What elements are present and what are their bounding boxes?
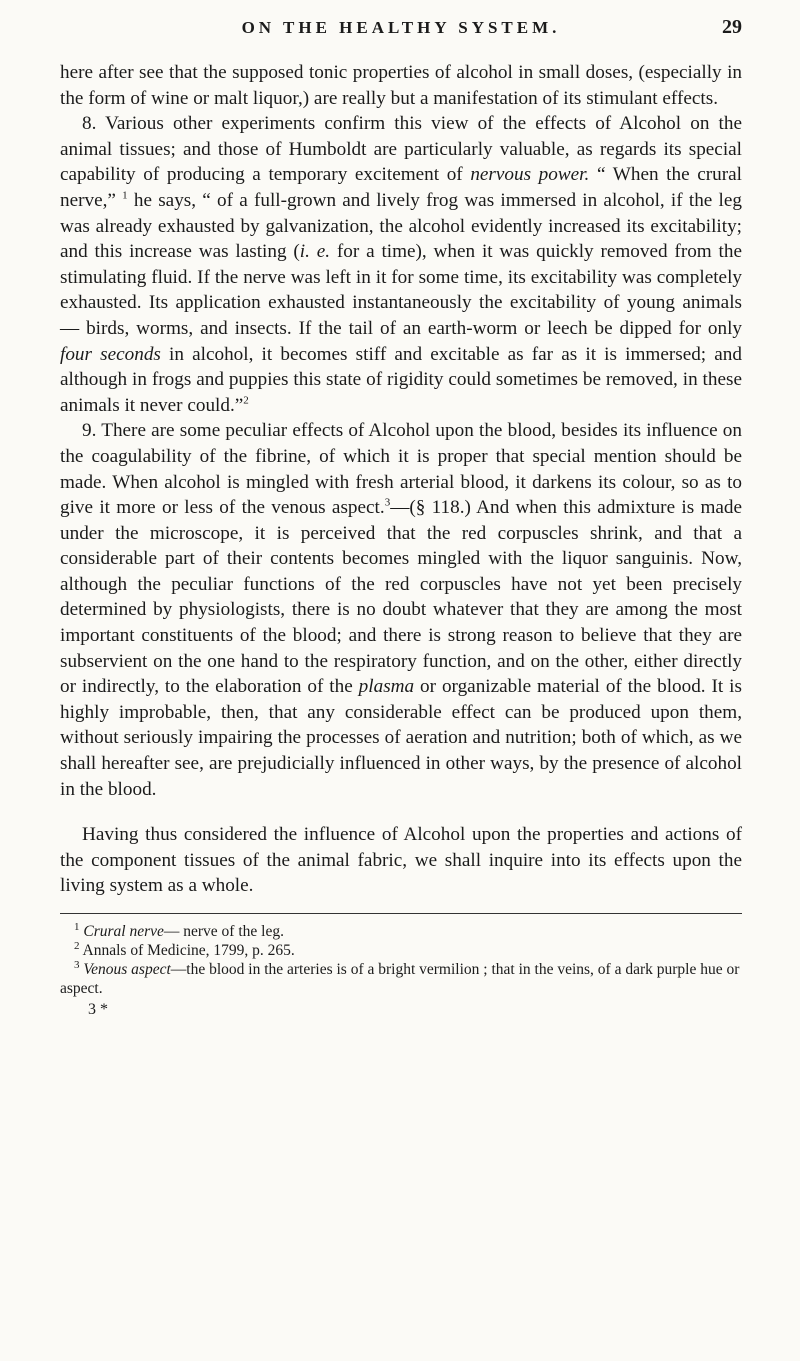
signature-mark: 3 *	[88, 1001, 108, 1018]
p8-text-d: for a time), when it was quickly removed from the stimulating fluid. If the nerve was left in it for some time, its excitability was completely exhausted. Its application exhausted instantaneously the excitability of young animals — birds, worms, and insects. If the tail of an earth-worm or leech be dipped for only	[60, 241, 742, 339]
p8-emphasis-ie: i. e.	[299, 241, 331, 263]
footnote-term: Venous aspect	[83, 961, 171, 978]
footnote-mark: 1	[74, 920, 80, 933]
p9-text-c: or organizable material of the blood. It is highly improbable, then, that any considerable effect can be produced upon them, without seriously impairing the processes of aeration and nutrition; both of which, as we shall hereafter see, are prejudicially influenced in other ways, by the presence of alcohol in the blood.	[60, 676, 742, 800]
footnote-ref-1: 1	[122, 189, 128, 202]
footnote-rule	[60, 913, 742, 914]
footnote-1	[60, 922, 742, 941]
paragraph-8	[60, 111, 742, 418]
p9-text-b: —(§ 118.) And when this admixture is made under the microscope, it is perceived that the red corpuscles shrink, and that a considerable part of their contents becomes mingled with the liquor sanguinis. Now, although the peculiar functions of the red corpuscles have not yet been precisely determined by physiologists, there is no doubt whatever that they are among the most important constituents of the blood; and there is strong reason to believe that they are subservient on the one hand to the respiratory function, and on the other, either directly or indirectly, to the elaboration of the	[60, 497, 743, 698]
p8-text-e: in alcohol, it becomes stiff and excitable as far as it is immersed; and although in frogs and puppies this state of rigidity could sometimes be removed, in these animals it never could.”	[60, 343, 742, 416]
footnote-ref-3: 3	[384, 496, 391, 509]
page-header	[60, 0, 742, 60]
body-text	[60, 60, 742, 899]
footnote-mark: 2	[74, 939, 80, 952]
footnote-text: —the blood in the arteries is of a bright vermilion ; that in the veins, of a dark purple hue or aspect.	[60, 961, 740, 997]
footnote-ref-2: 2	[243, 394, 249, 407]
paragraph-transition: Having thus considered the influence of Alcohol upon the properties and actions of the component tissues of the animal fabric, we shall inquire into its effects upon the living system as a whole.	[60, 824, 742, 897]
p9-emphasis-plasma: plasma	[358, 676, 415, 698]
paragraph-continued: here after see that the supposed tonic properties of alcohol in small doses, (especially in the form of wine or malt liquor,) are really but a manifestation of its stimulant effects.	[60, 62, 742, 109]
p8-text-c: he says, “ of a full-grown and lively frog was immersed in alcohol, if the leg was already exhausted by galvanization, the alcohol evidently increased its excitability; and this increase was lasting (	[60, 189, 742, 263]
page-number: 29	[722, 16, 742, 38]
running-head: ON THE HEALTHY SYSTEM.	[241, 18, 561, 37]
footnote-term: Crural nerve	[83, 923, 164, 940]
paragraph-9	[60, 418, 742, 802]
footnote-3	[60, 960, 742, 998]
footnote-text: Annals of Medicine, 1799, p. 265.	[82, 942, 295, 959]
footnote-2	[60, 941, 742, 960]
footnotes	[60, 922, 742, 1019]
p8-text-a: 8. Various other experiments confirm this view of the effects of Alcohol on the animal tissues; and those of Humboldt are particularly valuable, as regards its special capability of producing a temporary excitement of	[60, 113, 742, 186]
footnote-text: — nerve of the leg.	[163, 923, 284, 940]
p8-emphasis-nervous-power: nervous power.	[470, 164, 590, 186]
p8-text-b: “ When the crural nerve,”	[60, 164, 742, 211]
p9-text-a: 9. There are some peculiar effects of Alcohol upon the blood, besides its influence on the coagulability of the fibrine, of which it is proper that special mention should be made. When alcohol is mingled with fresh arterial blood, it darkens its colour, so as to give it more or less of the venous aspect.	[60, 420, 742, 519]
footnote-mark: 3	[74, 958, 80, 971]
p8-emphasis-four-seconds: four seconds	[60, 343, 161, 365]
